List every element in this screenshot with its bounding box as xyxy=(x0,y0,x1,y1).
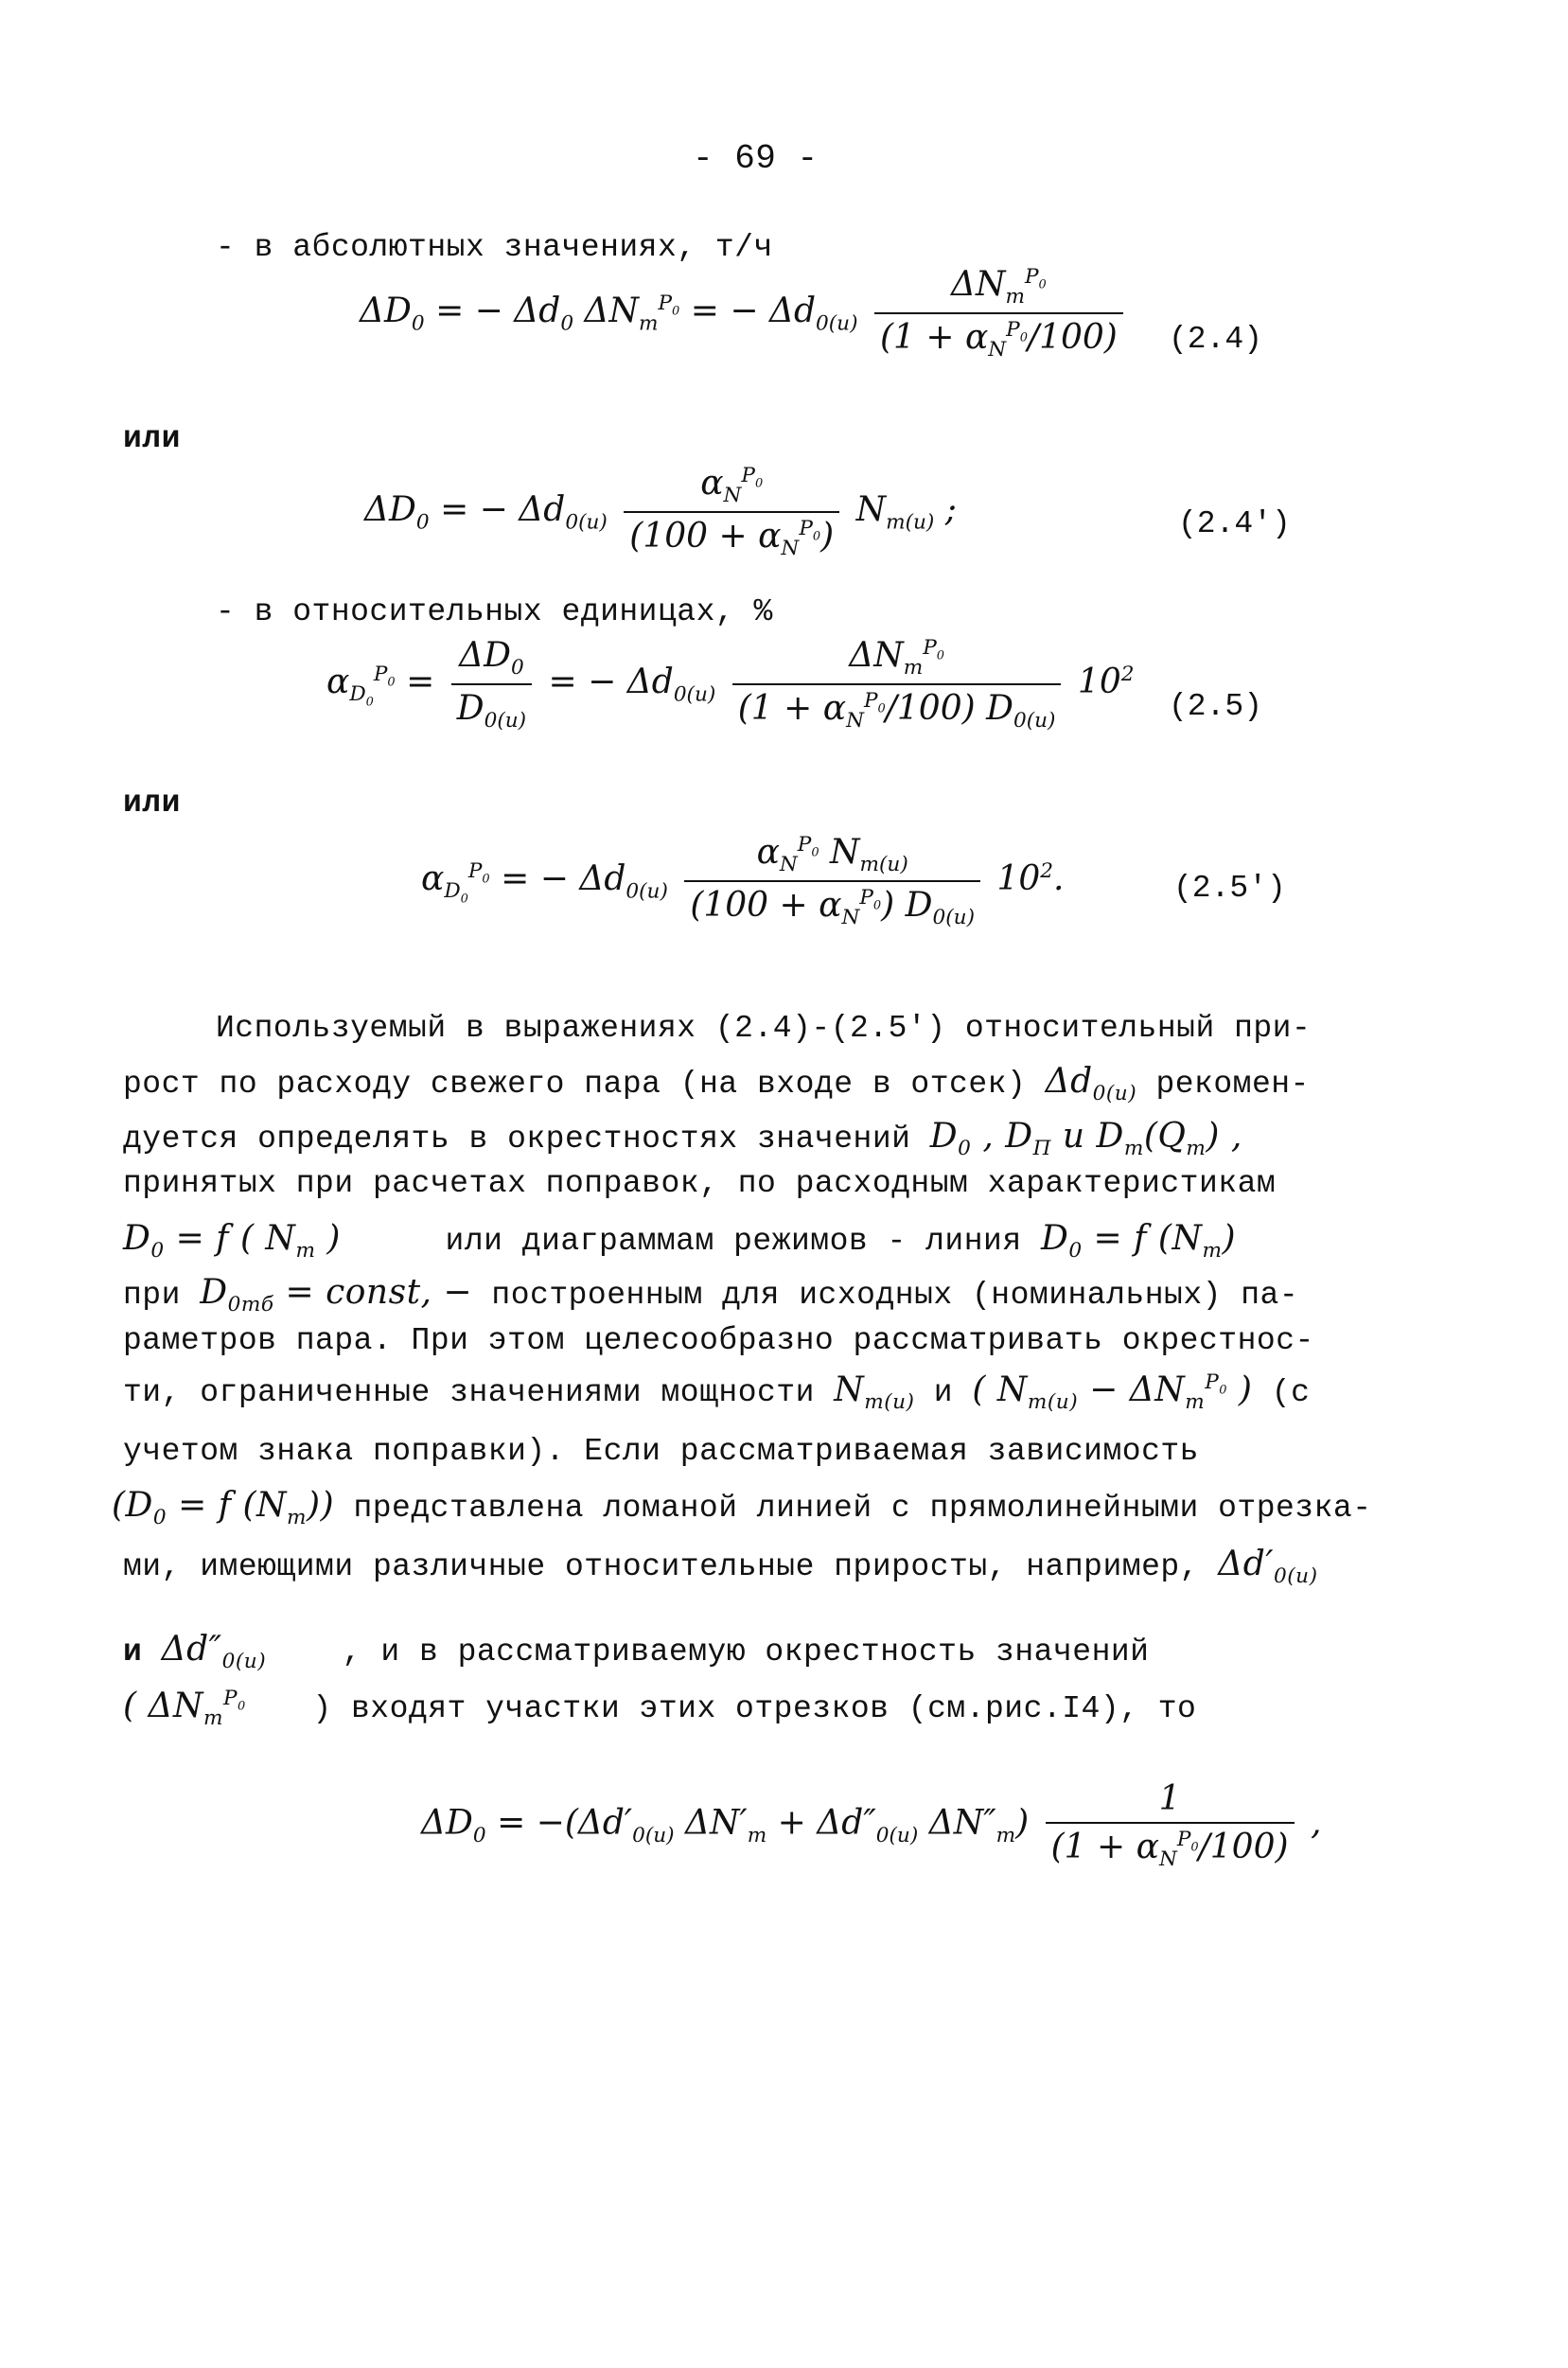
paragraph-line-8-mid: и xyxy=(933,1375,954,1410)
equation-2-5-prime: $\alpha_{D_0}^{P_0}$ = − $\Delta d_{0(и)}$ $\frac{\alpha_N^{P_0} N_{т(и)}}{(100 + \alpha_N^{P_0}) D_{0(и)}}$ $10^2$. xyxy=(421,833,1065,930)
formula-d0-dp-dt: $D_0$ , $D_П$ и $D_т(Q_т)$ , xyxy=(929,1117,1242,1161)
or-label-2: или xyxy=(123,786,181,821)
formula-nt-i: $N_{т(и)}$ xyxy=(834,1370,915,1415)
paragraph-line-2-text: рост по расходу свежего пара (на входе в отсек) xyxy=(123,1067,1027,1102)
section-relative-units: - в относительных единицах, % xyxy=(216,594,773,629)
paragraph-line-2-end: рекомен- xyxy=(1155,1067,1310,1102)
page-number: - 69 - xyxy=(693,139,819,178)
formula-delta-d0: $\Delta d_{0(и)}$ xyxy=(1045,1062,1137,1106)
equation-2-4: $\Delta D_0$ = − $\Delta d_0$ $\Delta N_т^{P_0}$ = − $\Delta d_{0(и)}$ $\frac{\Delta N_т^{P_0}}{(1 + \alpha_N^{P_0}/100)}$ xyxy=(360,265,1129,362)
equation-number-2-5: (2.5) xyxy=(1169,689,1263,724)
equation-final: $\Delta D_0 = -(\Delta d'_{0(и)}$ $\Delta N'_т + \Delta d''_{0(и)}$ $\Delta N''_т$) $\frac{1}{(1 + \alpha_N^{P_0}/100)}$ , xyxy=(421,1779,1322,1872)
paragraph-line-10 xyxy=(112,1486,1372,1529)
paragraph-line-4: принятых при расчетах поправок, по расходным характеристикам xyxy=(123,1166,1277,1201)
paragraph-line-11 xyxy=(123,1545,1318,1588)
formula-delta-d-prime: $\Delta d'_{0(и)}$ xyxy=(1218,1545,1318,1589)
paragraph-line-5-text: или диаграммам режимов - линия xyxy=(445,1224,1022,1259)
paragraph-line-13 xyxy=(123,1687,1196,1730)
paragraph-line-8 xyxy=(123,1370,1310,1414)
equation-2-4-prime: $\Delta D_0$ = − $\Delta d_{0(и)}$ $\frac{\alpha_N^{P_0}}{(100 + \alpha_N^{P_0})}$ $N_{т(и)}$ ; xyxy=(364,464,957,561)
formula-nt-minus-delta: ( $N_{т(и)} - \Delta N_т^{P_0}$ ) xyxy=(972,1370,1253,1415)
paragraph-line-12 xyxy=(123,1630,1150,1673)
formula-delta-nt-p0: ( $\Delta N_т^{P_0}$ xyxy=(123,1687,246,1731)
formula-delta-d-double-prime: $\Delta d''_{0(и)}$ xyxy=(161,1630,267,1674)
formula-d0-f-nt: $D_0 = f$ ( $N_т$ ) xyxy=(123,1219,341,1264)
paragraph-line-12-post: , и в рассматриваемую окрестность значений xyxy=(342,1635,1150,1670)
paragraph-line-8-end: (с xyxy=(1271,1375,1311,1410)
paragraph-line-12-pre: и xyxy=(123,1635,143,1670)
section-absolute-values: - в абсолютных значениях, т/ч xyxy=(216,230,773,265)
equation-2-5: $\alpha_{D_0}^{P_0}$ = $\frac{\Delta D_0}{D_{0(и)}}$ = − $\Delta d_{0(и)}$ $\frac{\Delta N_т^{P_0}}{(1 + \alpha_N^{P_0}/100) D_{0(и)}}$ $10^2$ xyxy=(326,636,1135,733)
paragraph-line-2 xyxy=(123,1062,1310,1105)
paragraph-line-5 xyxy=(123,1219,1236,1263)
paragraph-line-11-pre: ми, имеющими различные относительные приросты, например, xyxy=(123,1549,1199,1584)
paragraph-line-6-pre: при xyxy=(123,1278,181,1313)
paragraph-line-1: Используемый в выражениях (2.4)-(2.5') относительный при- xyxy=(216,1011,1312,1046)
paragraph-line-7: раметров пара. При этом целесообразно рассматривать окрестнос- xyxy=(123,1323,1314,1358)
paragraph-line-8-pre: ти, ограниченные значениями мощности xyxy=(123,1375,815,1410)
paragraph-line-13-post: ) входят участки этих отрезков (см.рис.I4), то xyxy=(312,1691,1197,1726)
paragraph-line-9: учетом знака поправки). Если рассматриваемая зависимость xyxy=(123,1434,1199,1469)
equation-number-2-4: (2.4) xyxy=(1169,322,1263,357)
paragraph-line-6-post: построенным для исходных (номинальных) па- xyxy=(491,1278,1299,1313)
equation-number-2-5-prime: (2.5') xyxy=(1173,871,1286,906)
formula-d0tb-const: $D_{0тб}$ = const, − xyxy=(200,1273,473,1317)
paragraph-line-6 xyxy=(123,1273,1298,1317)
or-label-1: или xyxy=(123,421,181,456)
paragraph-line-3-text: дуется определять в окрестностях значений xyxy=(123,1122,911,1157)
formula-d0-f-nt-2: $D_0 = f$ $(N_т)$ xyxy=(1040,1219,1236,1264)
formula-d0-f-nt-paren: ($D_0 = f$ $(N_т)$) xyxy=(112,1486,335,1530)
equation-number-2-4-prime: (2.4') xyxy=(1178,506,1291,541)
paragraph-line-3 xyxy=(123,1117,1242,1160)
paragraph-line-10-post: представлена ломаной линией с прямолинейными отрезка- xyxy=(353,1491,1372,1526)
